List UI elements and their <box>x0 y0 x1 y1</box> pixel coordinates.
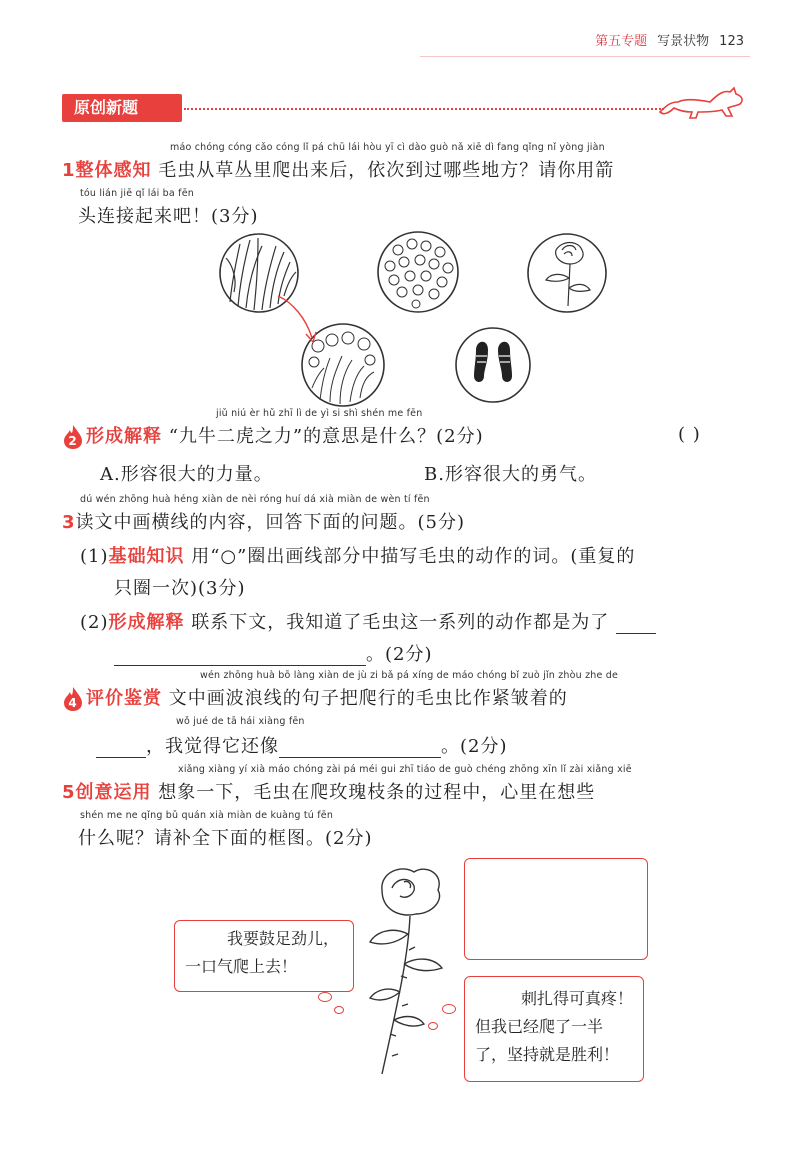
q4-line-1 <box>62 684 568 712</box>
flame-icon <box>62 686 84 712</box>
q3-line <box>62 508 465 534</box>
flame-icon <box>62 424 84 450</box>
bubble-dot <box>334 1006 344 1014</box>
q3-sub2-label: 形成解释 <box>108 612 185 633</box>
q1-line-1 <box>62 156 614 182</box>
q3-sub2-blank-1[interactable] <box>616 616 656 634</box>
q5-pinyin-1: xiǎng xiàng yí xià máo chóng zài pá méi gui zhī tiáo de guò chéng zhōng xīn lǐ zài xiǎng xiē <box>178 764 632 775</box>
theme-label: 写景状物 <box>657 34 710 49</box>
bubble-left-line-1: 我要鼓足劲儿， <box>226 929 339 948</box>
q4-blank-1[interactable] <box>96 740 146 758</box>
bubble-dot <box>442 1004 456 1014</box>
q1-text-2: 头连接起来吧！(3分) <box>78 206 259 227</box>
q2-option-b[interactable]: B.形容很大的勇气。 <box>424 464 597 485</box>
q2-answer-bracket[interactable]: ( ) <box>678 424 701 445</box>
bubble-right-line-1: 刺扎得可真疼！ <box>520 989 633 1008</box>
q5-line-1 <box>62 778 595 804</box>
q1-pinyin-1: máo chóng cóng cǎo cóng lǐ pá chū lái hòu yī cì dào guò nǎ xiē dì fang qǐng nǐ yòng jiàn <box>170 142 605 153</box>
q2-label: 形成解释 <box>86 426 162 447</box>
q5-pinyin-2: shén me ne qǐng bǔ quán xià miàn de kuàng tú fēn <box>80 810 334 821</box>
svg-text:2: 2 <box>68 434 78 448</box>
svg-text:4: 4 <box>68 696 78 710</box>
bubble-right-line-2: 但我已经爬了一半 <box>475 1017 604 1036</box>
header-rule <box>420 56 750 57</box>
q4-pinyin-2: wǒ jué de tā hái xiàng fēn <box>176 716 305 727</box>
bubble-right-line-3: 了，坚持就是胜利！ <box>475 1045 620 1064</box>
arrow-icon <box>272 292 322 348</box>
speech-bubble-left <box>174 920 354 992</box>
bubble-left-line-2: 一口气爬上去！ <box>185 957 298 976</box>
page-header <box>595 30 744 49</box>
bubble-dot <box>428 1022 438 1030</box>
q3-sub1-text-2: 只圈一次)(3分) <box>114 578 246 599</box>
answer-box[interactable] <box>464 858 648 960</box>
q3-sub2-text-2: 。(2分) <box>366 644 433 665</box>
q5-text-2: 什么呢？请补全下面的框图。(2分) <box>78 828 373 849</box>
q3-sub2-line <box>80 608 656 634</box>
q3-sub2-text: 联系下文，我知道了毛虫这一系列的动作都是为了 <box>191 612 610 633</box>
footprints-circle-icon <box>454 326 532 404</box>
chapter-label: 第五专题 <box>595 34 648 49</box>
q4-text-1: 文中画波浪线的句子把爬行的毛虫比作紧皱着的 <box>168 688 568 709</box>
q2-pinyin: jiǔ niú èr hǔ zhī lì de yì si shì shén me fēn <box>216 408 423 419</box>
q4-blank-2[interactable] <box>279 740 441 758</box>
bubble-dot <box>318 992 332 1002</box>
q3-sub1-prefix: (1) <box>80 546 109 567</box>
flowerbed-circle-icon <box>376 230 460 314</box>
q1-label: 整体感知 <box>75 160 152 181</box>
q4-line-2 <box>96 732 508 758</box>
q3-sub2-prefix: (2) <box>80 612 109 633</box>
banner-dotted-line <box>184 108 664 110</box>
rose-stem-icon <box>352 860 462 1080</box>
q3-pinyin: dú wén zhōng huà héng xiàn de nèi róng huí dá xià miàn de wèn tí fēn <box>80 494 430 505</box>
q1-text-1: 毛虫从草丛里爬出来后，依次到过哪些地方？请你用箭 <box>158 160 615 181</box>
q1-number: 1 <box>62 160 76 181</box>
q4-text-2-end: 。(2分) <box>441 736 508 757</box>
section-banner: 原创新题 <box>62 94 182 122</box>
q4-text-2-mid: ，我觉得它还像 <box>146 736 279 757</box>
q5-text-1: 想象一下，毛虫在爬玫瑰枝条的过程中，心里在想些 <box>158 782 596 803</box>
q2-option-a[interactable]: A.形容很大的力量。 <box>100 464 273 485</box>
q3-sub1-text: 用“○”圈出画线部分中描写毛虫的动作的词。(重复的 <box>191 546 636 567</box>
q3-sub2-blank-2[interactable] <box>114 648 366 666</box>
page-number: 123 <box>719 34 744 49</box>
q4-label: 评价鉴赏 <box>86 688 162 709</box>
rose-circle-icon <box>526 232 608 314</box>
q3-sub2-line-2 <box>114 640 433 666</box>
q1-pinyin-2: tóu lián jiē qǐ lái ba fēn <box>80 188 194 199</box>
q3-sub1-line <box>80 542 635 568</box>
q3-text: 读文中画横线的内容，回答下面的问题。(5分) <box>75 512 466 533</box>
q2-line <box>62 422 484 450</box>
q5-number: 5 <box>62 782 76 803</box>
q5-label: 创意运用 <box>75 782 152 803</box>
q4-pinyin-1: wén zhōng huà bō làng xiàn de jù zi bǎ pá xíng de máo chóng bǐ zuò jǐn zhòu zhe de <box>200 670 619 681</box>
q2-text: “九牛二虎之力”的意思是什么？(2分) <box>168 426 484 447</box>
q3-number: 3 <box>62 512 76 533</box>
cat-icon <box>656 84 746 124</box>
q3-sub1-label: 基础知识 <box>108 546 185 567</box>
speech-bubble-right <box>464 976 644 1082</box>
